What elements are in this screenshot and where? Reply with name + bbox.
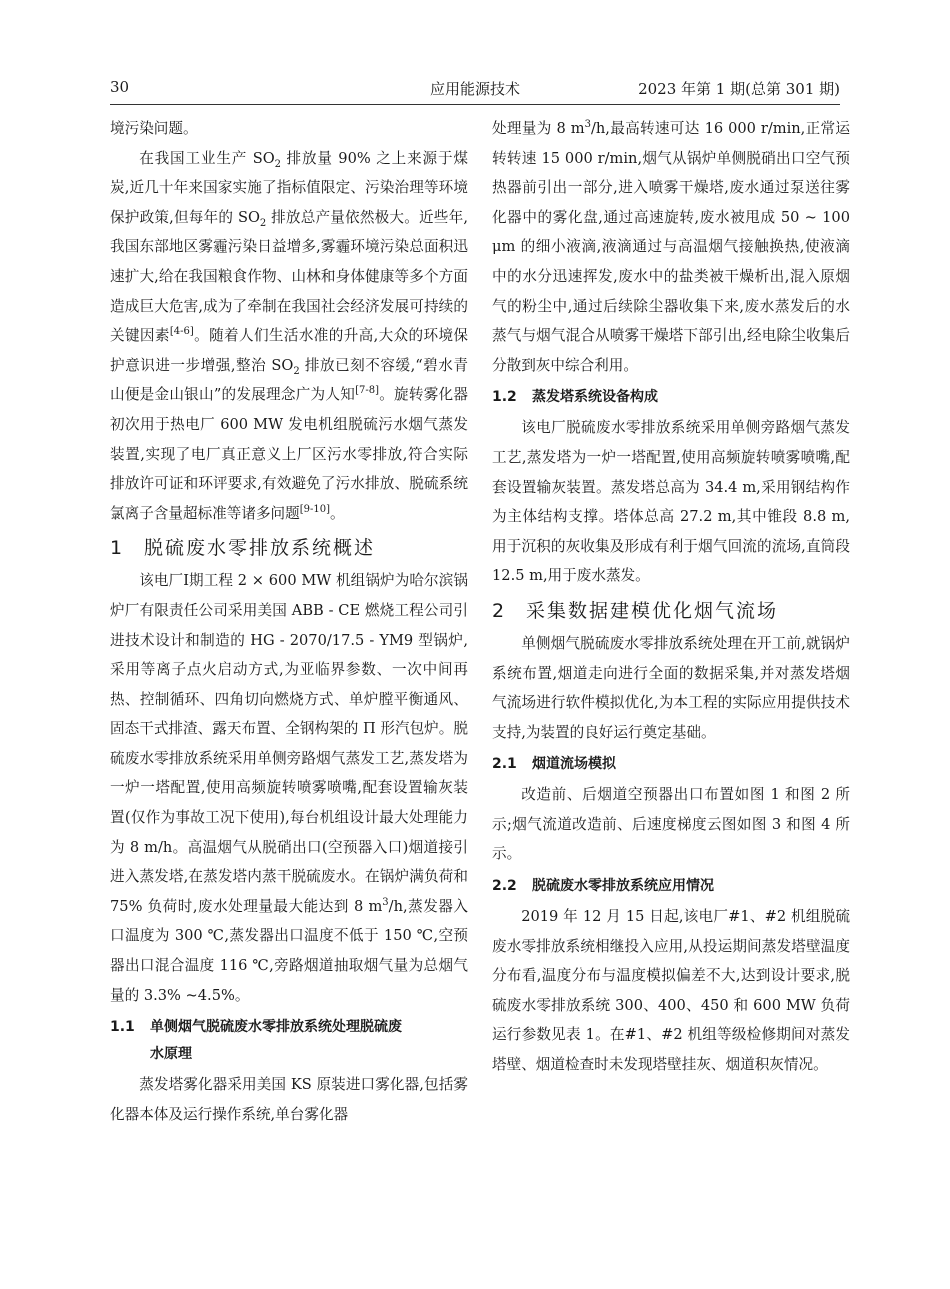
paragraph: 境污染问题。 [110,120,198,137]
citation[interactable]: [9-10] [299,503,331,515]
page-header [110,78,840,102]
paragraph: 该电厂脱硫废水零排放系统采用单侧旁路烟气蒸发工艺,蒸发塔为一炉一塔配置,使用高频旋转喷雾喷嘴,配套设置输灰装置。蒸发塔总高为 34.4 m,采用钢结构作为主体结构支撑。塔体总高 27.2 m,其中锥段 8.8 m,用于沉积的灰收集及形成有利于烟气回流的流场,直筒段 12.5 m,用于废水蒸发。 [492,419,850,585]
section-heading: 1 脱硫废水零排放系统概述 [110,537,376,560]
page-number: 30 [110,78,130,96]
journal-title: 应用能源技术 [429,80,520,98]
header-rule [110,104,840,105]
paragraph: 处理量为 8 $m^3/h$,最高转速可达 16 000 r/min,正常运转转速 15 000 r/min,烟气从锅炉单侧脱硝出口空气预热器前引出一部分,进入喷雾干燥塔,废水通过泵送往雾化器中的雾化盘,通过高速旋转,废水被甩成 50 ~ 100 μm 的细小液滴,液滴通过与高温烟气接触换热,使液滴中的水分迅速挥发,废水中的盐类被干燥析出,混入原烟气的粉尘中,通过后续除尘器收集下来,废水蒸发后的水蒸气与烟气混合从喷雾干燥塔下部引出,经电除尘收集后分散到灰中综合利用。 [492,119,851,374]
paragraph: 改造前、后烟道空预器出口布置如图 1 和图 2 所示;烟气流道改造前、后速度梯度云图如图 3 和图 4 所示。 [492,786,850,863]
paragraph: 2019 年 12 月 15 日起,该电厂#1、#2 机组脱硫废水零排放系统相继投入应用,从投运期间蒸发塔壁温度分布看,温度分布与温度模拟偏差不大,达到设计要求,脱硫废水零排放系统 300、400、450 和 600 MW 负荷运行参数见表 1。在#1、#2 机组等级检修期间对蒸发塔壁、烟道检查时未发现塔壁挂灰、烟道积灰情况。 [492,908,850,1074]
subsection-heading: 1.1 单侧烟气脱硫废水零排放系统处理脱硫废 水原理 [110,1019,402,1063]
citation[interactable]: [7-8] [355,385,379,397]
right-column [492,114,850,1080]
paragraph: 蒸发塔雾化器采用美国 KS 原装进口雾化器,包括雾化器本体及运行操作系统,单台雾化器 [110,1076,468,1123]
left-column [110,114,468,1129]
citation[interactable]: [4-6] [169,326,194,338]
issue-info: 2023 年第 1 期(总第 301 期) [638,80,840,98]
section-heading: 2 采集数据建模优化烟气流场 [492,599,779,622]
subsection-heading: 1.2 蒸发塔系统设备构成 [492,389,658,406]
paragraph: 该电厂Ⅰ期工程 2 × 600 MW 机组锅炉为哈尔滨锅炉厂有限责任公司采用美国 ABB - CE 燃烧工程公司引进技术设计和制造的 HG - 2070/17.5 - YM9 型锅炉,采用等离子点火启动方式,为亚临界参数、一次中间再热、控制循环、四角切向燃烧方式、单炉膛平衡通风、固态干式排渣、露天布置、全钢构架的 Π 形汽包炉。脱硫废水零排放系统采用单侧旁路烟气蒸发工艺,蒸发塔为一炉一塔配置,使用高频旋转喷雾喷嘴,配套设置输灰装置(仅作为事故工况下使用),每台机组设计最大处理能力为 8 m/h。高温烟气从脱硝出口(空预器入口)烟道接引进入蒸发塔,在蒸发塔内蒸干脱硫废水。在锅炉满负荷和 75% 负荷时,废水处理量最大能达到 8 $m^3/h$,蒸发器入口温度为 300 ℃,蒸发器出口温度不低于 150 ℃,空预器出口混合温度 116 ℃,旁路烟道抽取烟气量为总烟气量的 3.3% ~4.5%。 [110,572,468,1004]
subsection-heading: 2.2 脱硫废水零排放系统应用情况 [492,878,714,895]
subsection-heading: 2.1 烟道流场模拟 [492,756,616,773]
paragraph: 单侧烟气脱硫废水零排放系统处理在开工前,就锅炉系统布置,烟道走向进行全面的数据采集,并对蒸发塔烟气流场进行软件模拟优化,为本工程的实际应用提供技术支持,为装置的良好运行奠定基础。 [492,634,850,741]
paragraph: 在我国工业生产 $SO_2$ 排放量 90% 之上来源于煤炭,近几十年来国家实施了指标值限定、污染治理等环境保护政策,但每年的 $SO_2$ 排放总产量依然极大。近些年,我国东部地区雾霾污染日益增多,雾霾环境污染总面积迅速扩大,给在我国粮食作物、山林和身体健康等多个方面造成巨大危害,成为了牵制在我国社会经济发展可持续的关键因素[4-6]。随着人们生活水准的升高,大众的环境保护意识进一步增强,整治 $SO_2$ 排放已刻不容缓,“碧水青山便是金山银山”的发展理念广为人知[7-8]。旋转雾化器初次用于热电厂 600 MW 发电机组脱硫污水烟气蒸发装置,实现了电厂真正意义上厂区污水零排放,符合实际排放许可证和环评要求,有效避免了污水排放、脱硫系统氯离子含量超标准等诸多问题[9-10]。 [110,149,468,522]
